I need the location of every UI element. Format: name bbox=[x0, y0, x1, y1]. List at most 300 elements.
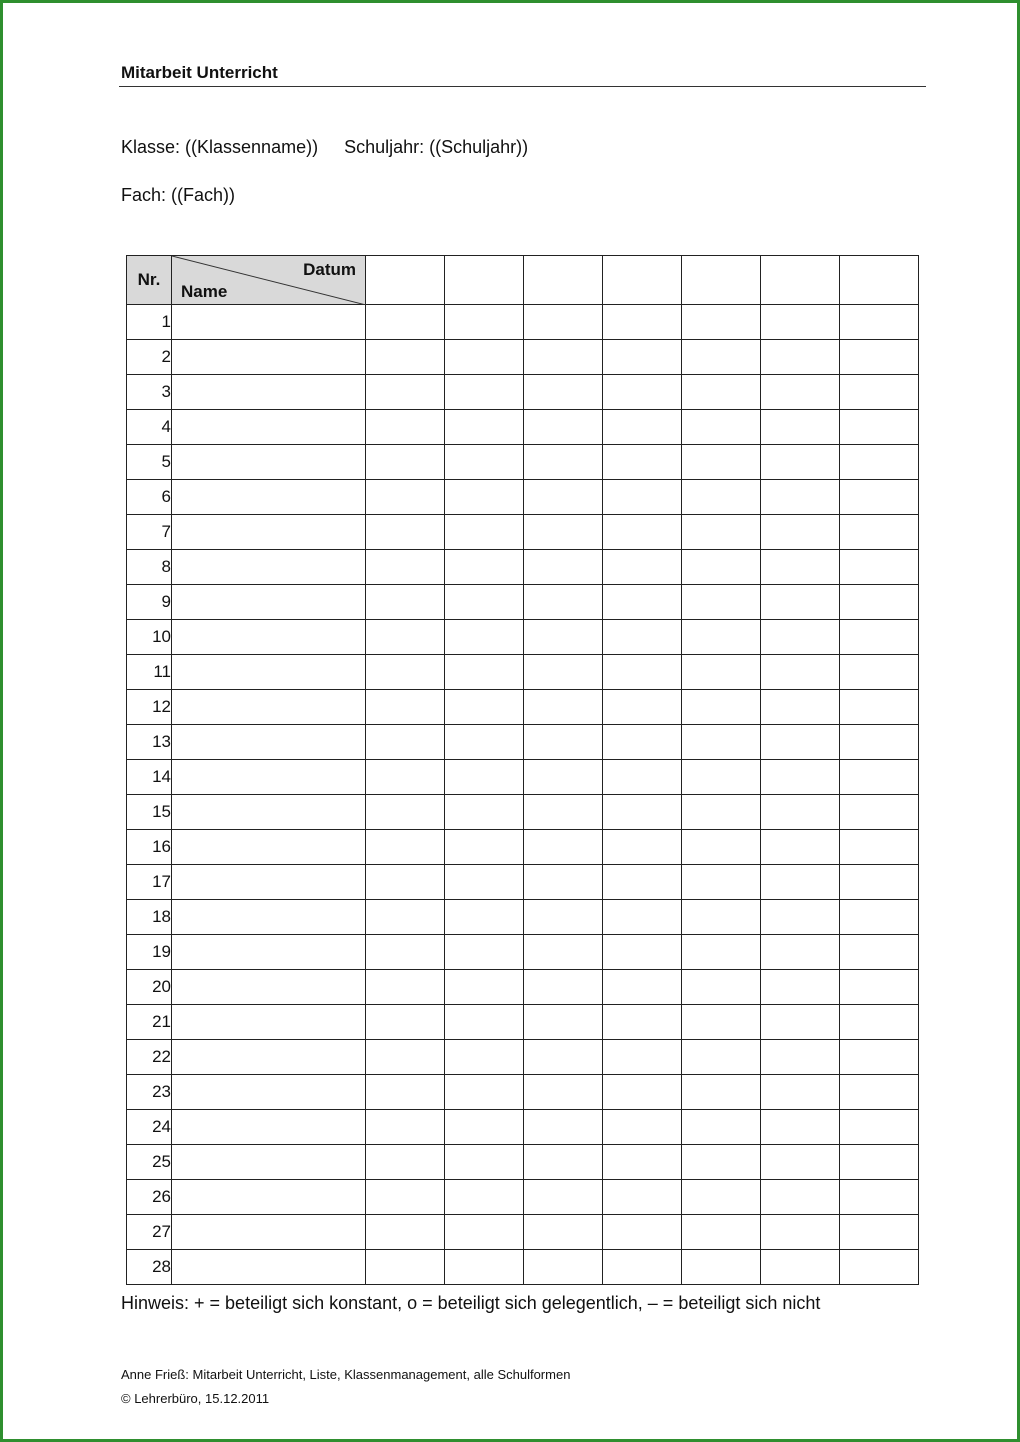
mark-cell[interactable] bbox=[761, 410, 840, 445]
mark-cell[interactable] bbox=[603, 655, 682, 690]
mark-cell[interactable] bbox=[445, 830, 524, 865]
mark-cell[interactable] bbox=[445, 375, 524, 410]
mark-cell[interactable] bbox=[840, 935, 919, 970]
mark-cell[interactable] bbox=[366, 445, 445, 480]
table-row bbox=[127, 1250, 919, 1285]
table-row bbox=[127, 935, 919, 970]
mark-cell[interactable] bbox=[524, 480, 603, 515]
mark-cell[interactable] bbox=[366, 620, 445, 655]
mark-cell[interactable] bbox=[840, 795, 919, 830]
mark-cell[interactable] bbox=[366, 410, 445, 445]
row-number: 1 bbox=[127, 305, 172, 340]
mark-cell[interactable] bbox=[524, 410, 603, 445]
mark-cell[interactable] bbox=[682, 655, 761, 690]
mark-cell[interactable] bbox=[761, 620, 840, 655]
mark-cell[interactable] bbox=[524, 970, 603, 1005]
mark-cell[interactable] bbox=[603, 445, 682, 480]
mark-cell[interactable] bbox=[682, 760, 761, 795]
mark-cell[interactable] bbox=[682, 620, 761, 655]
row-number: 24 bbox=[127, 1110, 172, 1145]
mark-cell[interactable] bbox=[445, 725, 524, 760]
mark-cell[interactable] bbox=[761, 655, 840, 690]
mark-cell[interactable] bbox=[524, 1075, 603, 1110]
mark-cell[interactable] bbox=[603, 1040, 682, 1075]
mark-cell[interactable] bbox=[524, 1040, 603, 1075]
row-number: 15 bbox=[127, 795, 172, 830]
mark-cell[interactable] bbox=[840, 620, 919, 655]
mark-cell[interactable] bbox=[682, 445, 761, 480]
mark-cell[interactable] bbox=[682, 550, 761, 585]
table-row bbox=[127, 760, 919, 795]
mark-cell[interactable] bbox=[761, 515, 840, 550]
document-title: Mitarbeit Unterricht bbox=[121, 63, 278, 82]
row-number: 26 bbox=[127, 1180, 172, 1215]
mark-cell[interactable] bbox=[524, 620, 603, 655]
table-row bbox=[127, 795, 919, 830]
mark-cell[interactable] bbox=[761, 445, 840, 480]
mark-cell[interactable] bbox=[445, 1145, 524, 1180]
table-row bbox=[127, 1215, 919, 1250]
class-year-line bbox=[121, 137, 528, 158]
mark-cell[interactable] bbox=[761, 865, 840, 900]
mark-cell[interactable] bbox=[682, 515, 761, 550]
mark-cell[interactable] bbox=[603, 1180, 682, 1215]
mark-cell[interactable] bbox=[682, 1180, 761, 1215]
mark-cell[interactable] bbox=[603, 900, 682, 935]
class-field: Klasse: ((Klassenname)) bbox=[121, 137, 319, 157]
row-number: 10 bbox=[127, 620, 172, 655]
name-cell[interactable] bbox=[172, 1040, 366, 1075]
mark-cell[interactable] bbox=[682, 480, 761, 515]
mark-cell[interactable] bbox=[840, 1075, 919, 1110]
date-column-header[interactable] bbox=[603, 256, 682, 305]
mark-cell[interactable] bbox=[840, 340, 919, 375]
mark-cell[interactable] bbox=[366, 1075, 445, 1110]
name-cell[interactable] bbox=[172, 1110, 366, 1145]
mark-cell[interactable] bbox=[840, 375, 919, 410]
mark-cell[interactable] bbox=[761, 480, 840, 515]
mark-cell[interactable] bbox=[524, 900, 603, 935]
mark-cell[interactable] bbox=[682, 340, 761, 375]
mark-cell[interactable] bbox=[366, 900, 445, 935]
row-number: 9 bbox=[127, 585, 172, 620]
mark-cell[interactable] bbox=[445, 1110, 524, 1145]
name-cell[interactable] bbox=[172, 1180, 366, 1215]
mark-cell[interactable] bbox=[682, 690, 761, 725]
mark-cell[interactable] bbox=[840, 550, 919, 585]
mark-cell[interactable] bbox=[840, 585, 919, 620]
mark-cell[interactable] bbox=[603, 550, 682, 585]
mark-cell[interactable] bbox=[603, 970, 682, 1005]
mark-cell[interactable] bbox=[366, 1145, 445, 1180]
mark-cell[interactable] bbox=[524, 760, 603, 795]
mark-cell[interactable] bbox=[761, 1075, 840, 1110]
mark-cell[interactable] bbox=[840, 830, 919, 865]
mark-cell[interactable] bbox=[524, 690, 603, 725]
mark-cell[interactable] bbox=[761, 725, 840, 760]
mark-cell[interactable] bbox=[603, 725, 682, 760]
row-number: 8 bbox=[127, 550, 172, 585]
mark-cell[interactable] bbox=[761, 1215, 840, 1250]
mark-cell[interactable] bbox=[603, 585, 682, 620]
mark-cell[interactable] bbox=[366, 865, 445, 900]
mark-cell[interactable] bbox=[682, 795, 761, 830]
title-rule bbox=[119, 86, 926, 87]
row-number: 25 bbox=[127, 1145, 172, 1180]
header-nr: Nr. bbox=[127, 256, 172, 305]
mark-cell[interactable] bbox=[445, 655, 524, 690]
mark-cell[interactable] bbox=[366, 690, 445, 725]
table-row bbox=[127, 1180, 919, 1215]
mark-cell[interactable] bbox=[603, 760, 682, 795]
mark-cell[interactable] bbox=[603, 515, 682, 550]
mark-cell[interactable] bbox=[524, 550, 603, 585]
table-row bbox=[127, 1075, 919, 1110]
footer-author: Anne Frieß: Mitarbeit Unterricht, Liste, Klassenmanagement, alle Schulformen bbox=[121, 1367, 571, 1382]
name-cell[interactable] bbox=[172, 900, 366, 935]
row-number: 3 bbox=[127, 375, 172, 410]
mark-cell[interactable] bbox=[761, 1250, 840, 1285]
mark-cell[interactable] bbox=[445, 760, 524, 795]
mark-cell[interactable] bbox=[682, 1075, 761, 1110]
mark-cell[interactable] bbox=[603, 375, 682, 410]
school-year-field: Schuljahr: ((Schuljahr)) bbox=[344, 137, 529, 157]
mark-cell[interactable] bbox=[840, 1215, 919, 1250]
name-cell[interactable] bbox=[172, 1145, 366, 1180]
mark-cell[interactable] bbox=[445, 410, 524, 445]
mark-cell[interactable] bbox=[840, 1040, 919, 1075]
mark-cell[interactable] bbox=[840, 305, 919, 340]
mark-cell[interactable] bbox=[366, 1005, 445, 1040]
row-number: 16 bbox=[127, 830, 172, 865]
name-cell[interactable] bbox=[172, 515, 366, 550]
table-row bbox=[127, 1145, 919, 1180]
mark-cell[interactable] bbox=[366, 375, 445, 410]
table-row bbox=[127, 305, 919, 340]
mark-cell[interactable] bbox=[524, 725, 603, 760]
mark-cell[interactable] bbox=[524, 865, 603, 900]
mark-cell[interactable] bbox=[603, 1110, 682, 1145]
date-column-header[interactable] bbox=[840, 256, 919, 305]
mark-cell[interactable] bbox=[761, 830, 840, 865]
mark-cell[interactable] bbox=[603, 830, 682, 865]
mark-cell[interactable] bbox=[840, 970, 919, 1005]
name-cell[interactable] bbox=[172, 935, 366, 970]
mark-cell[interactable] bbox=[366, 550, 445, 585]
row-number: 2 bbox=[127, 340, 172, 375]
mark-cell[interactable] bbox=[840, 655, 919, 690]
mark-cell[interactable] bbox=[445, 690, 524, 725]
mark-cell[interactable] bbox=[366, 655, 445, 690]
mark-cell[interactable] bbox=[761, 1040, 840, 1075]
mark-cell[interactable] bbox=[840, 1145, 919, 1180]
mark-cell[interactable] bbox=[524, 1180, 603, 1215]
row-number: 13 bbox=[127, 725, 172, 760]
date-column-header[interactable] bbox=[761, 256, 840, 305]
mark-cell[interactable] bbox=[761, 900, 840, 935]
mark-cell[interactable] bbox=[682, 1250, 761, 1285]
header-name-date bbox=[172, 256, 366, 305]
table-row bbox=[127, 515, 919, 550]
mark-cell[interactable] bbox=[445, 865, 524, 900]
table-header-row bbox=[127, 256, 919, 305]
mark-cell[interactable] bbox=[761, 340, 840, 375]
mark-cell[interactable] bbox=[445, 620, 524, 655]
mark-cell[interactable] bbox=[603, 620, 682, 655]
table-row bbox=[127, 690, 919, 725]
name-cell[interactable] bbox=[172, 1215, 366, 1250]
mark-cell[interactable] bbox=[366, 1215, 445, 1250]
mark-cell[interactable] bbox=[524, 375, 603, 410]
name-cell[interactable] bbox=[172, 410, 366, 445]
mark-cell[interactable] bbox=[366, 725, 445, 760]
name-cell[interactable] bbox=[172, 795, 366, 830]
table-row bbox=[127, 1110, 919, 1145]
mark-cell[interactable] bbox=[366, 305, 445, 340]
mark-cell[interactable] bbox=[445, 340, 524, 375]
name-cell[interactable] bbox=[172, 970, 366, 1005]
name-cell[interactable] bbox=[172, 620, 366, 655]
mark-cell[interactable] bbox=[603, 935, 682, 970]
name-cell[interactable] bbox=[172, 830, 366, 865]
row-number: 6 bbox=[127, 480, 172, 515]
row-number: 23 bbox=[127, 1075, 172, 1110]
mark-cell[interactable] bbox=[603, 480, 682, 515]
mark-cell[interactable] bbox=[840, 515, 919, 550]
mark-cell[interactable] bbox=[366, 585, 445, 620]
attendance-table bbox=[126, 255, 919, 1285]
mark-cell[interactable] bbox=[445, 935, 524, 970]
mark-cell[interactable] bbox=[761, 935, 840, 970]
mark-cell[interactable] bbox=[840, 1005, 919, 1040]
mark-cell[interactable] bbox=[445, 1215, 524, 1250]
mark-cell[interactable] bbox=[840, 1110, 919, 1145]
mark-cell[interactable] bbox=[603, 1250, 682, 1285]
mark-cell[interactable] bbox=[682, 1215, 761, 1250]
row-number: 17 bbox=[127, 865, 172, 900]
name-cell[interactable] bbox=[172, 585, 366, 620]
table-row bbox=[127, 585, 919, 620]
row-number: 11 bbox=[127, 655, 172, 690]
table-row bbox=[127, 480, 919, 515]
mark-cell[interactable] bbox=[682, 900, 761, 935]
mark-cell[interactable] bbox=[761, 585, 840, 620]
table-row bbox=[127, 375, 919, 410]
mark-cell[interactable] bbox=[366, 970, 445, 1005]
mark-cell[interactable] bbox=[840, 1250, 919, 1285]
mark-cell[interactable] bbox=[445, 515, 524, 550]
name-cell[interactable] bbox=[172, 445, 366, 480]
mark-cell[interactable] bbox=[366, 1040, 445, 1075]
mark-cell[interactable] bbox=[761, 690, 840, 725]
name-cell[interactable] bbox=[172, 655, 366, 690]
row-number: 7 bbox=[127, 515, 172, 550]
mark-cell[interactable] bbox=[682, 410, 761, 445]
mark-cell[interactable] bbox=[682, 305, 761, 340]
mark-cell[interactable] bbox=[524, 515, 603, 550]
mark-cell[interactable] bbox=[445, 445, 524, 480]
mark-cell[interactable] bbox=[524, 340, 603, 375]
mark-cell[interactable] bbox=[445, 970, 524, 1005]
mark-cell[interactable] bbox=[761, 550, 840, 585]
name-cell[interactable] bbox=[172, 690, 366, 725]
mark-cell[interactable] bbox=[761, 760, 840, 795]
table-row bbox=[127, 445, 919, 480]
mark-cell[interactable] bbox=[445, 585, 524, 620]
mark-cell[interactable] bbox=[682, 830, 761, 865]
mark-cell[interactable] bbox=[445, 1075, 524, 1110]
mark-cell[interactable] bbox=[682, 1005, 761, 1040]
mark-cell[interactable] bbox=[445, 795, 524, 830]
name-cell[interactable] bbox=[172, 340, 366, 375]
row-number: 14 bbox=[127, 760, 172, 795]
row-number: 21 bbox=[127, 1005, 172, 1040]
mark-cell[interactable] bbox=[524, 1005, 603, 1040]
date-column-header[interactable] bbox=[445, 256, 524, 305]
mark-cell[interactable] bbox=[366, 830, 445, 865]
mark-cell[interactable] bbox=[682, 1040, 761, 1075]
mark-cell[interactable] bbox=[366, 760, 445, 795]
table-row bbox=[127, 410, 919, 445]
mark-cell[interactable] bbox=[366, 480, 445, 515]
header-datum: Datum bbox=[303, 260, 356, 279]
mark-cell[interactable] bbox=[761, 375, 840, 410]
table-row bbox=[127, 550, 919, 585]
mark-cell[interactable] bbox=[682, 585, 761, 620]
mark-cell[interactable] bbox=[761, 1145, 840, 1180]
mark-cell[interactable] bbox=[524, 935, 603, 970]
mark-cell[interactable] bbox=[445, 1180, 524, 1215]
row-number: 4 bbox=[127, 410, 172, 445]
mark-cell[interactable] bbox=[603, 795, 682, 830]
mark-cell[interactable] bbox=[524, 1145, 603, 1180]
header-name: Name bbox=[181, 282, 228, 301]
mark-cell[interactable] bbox=[524, 305, 603, 340]
mark-cell[interactable] bbox=[445, 1005, 524, 1040]
mark-cell[interactable] bbox=[840, 690, 919, 725]
row-number: 27 bbox=[127, 1215, 172, 1250]
mark-cell[interactable] bbox=[840, 760, 919, 795]
mark-cell[interactable] bbox=[603, 1145, 682, 1180]
name-cell[interactable] bbox=[172, 305, 366, 340]
mark-cell[interactable] bbox=[603, 690, 682, 725]
mark-cell[interactable] bbox=[603, 305, 682, 340]
mark-cell[interactable] bbox=[524, 1250, 603, 1285]
table-row bbox=[127, 865, 919, 900]
mark-cell[interactable] bbox=[524, 585, 603, 620]
mark-cell[interactable] bbox=[603, 1075, 682, 1110]
mark-cell[interactable] bbox=[682, 935, 761, 970]
mark-cell[interactable] bbox=[603, 340, 682, 375]
mark-cell[interactable] bbox=[761, 1005, 840, 1040]
mark-cell[interactable] bbox=[445, 900, 524, 935]
row-number: 5 bbox=[127, 445, 172, 480]
mark-cell[interactable] bbox=[445, 305, 524, 340]
name-cell[interactable] bbox=[172, 1250, 366, 1285]
date-column-header[interactable] bbox=[366, 256, 445, 305]
mark-cell[interactable] bbox=[445, 1250, 524, 1285]
mark-cell[interactable] bbox=[445, 550, 524, 585]
row-number: 28 bbox=[127, 1250, 172, 1285]
mark-cell[interactable] bbox=[761, 305, 840, 340]
mark-cell[interactable] bbox=[366, 1180, 445, 1215]
mark-cell[interactable] bbox=[603, 410, 682, 445]
mark-cell[interactable] bbox=[682, 970, 761, 1005]
mark-cell[interactable] bbox=[840, 480, 919, 515]
mark-cell[interactable] bbox=[761, 1110, 840, 1145]
name-cell[interactable] bbox=[172, 1005, 366, 1040]
mark-cell[interactable] bbox=[682, 1145, 761, 1180]
name-cell[interactable] bbox=[172, 375, 366, 410]
subject-field: Fach: ((Fach)) bbox=[121, 185, 236, 205]
mark-cell[interactable] bbox=[366, 795, 445, 830]
mark-cell[interactable] bbox=[603, 1215, 682, 1250]
mark-cell[interactable] bbox=[682, 375, 761, 410]
mark-cell[interactable] bbox=[524, 830, 603, 865]
mark-cell[interactable] bbox=[366, 935, 445, 970]
mark-cell[interactable] bbox=[840, 900, 919, 935]
mark-cell[interactable] bbox=[524, 795, 603, 830]
date-column-header[interactable] bbox=[524, 256, 603, 305]
mark-cell[interactable] bbox=[366, 515, 445, 550]
mark-cell[interactable] bbox=[445, 1040, 524, 1075]
name-cell[interactable] bbox=[172, 725, 366, 760]
name-cell[interactable] bbox=[172, 1075, 366, 1110]
name-cell[interactable] bbox=[172, 550, 366, 585]
table-row bbox=[127, 1005, 919, 1040]
row-number: 22 bbox=[127, 1040, 172, 1075]
mark-cell[interactable] bbox=[524, 655, 603, 690]
mark-cell[interactable] bbox=[682, 865, 761, 900]
mark-cell[interactable] bbox=[840, 445, 919, 480]
date-column-header[interactable] bbox=[682, 256, 761, 305]
name-cell[interactable] bbox=[172, 480, 366, 515]
mark-cell[interactable] bbox=[524, 1215, 603, 1250]
row-number: 18 bbox=[127, 900, 172, 935]
mark-cell[interactable] bbox=[840, 410, 919, 445]
mark-cell[interactable] bbox=[603, 865, 682, 900]
row-number: 19 bbox=[127, 935, 172, 970]
mark-cell[interactable] bbox=[840, 865, 919, 900]
table-row bbox=[127, 900, 919, 935]
mark-cell[interactable] bbox=[603, 1005, 682, 1040]
mark-cell[interactable] bbox=[840, 1180, 919, 1215]
name-cell[interactable] bbox=[172, 760, 366, 795]
mark-cell[interactable] bbox=[682, 725, 761, 760]
table-row bbox=[127, 1040, 919, 1075]
mark-cell[interactable] bbox=[761, 795, 840, 830]
mark-cell[interactable] bbox=[840, 725, 919, 760]
table-row bbox=[127, 830, 919, 865]
row-number: 20 bbox=[127, 970, 172, 1005]
legend-hint: Hinweis: + = beteiligt sich konstant, o = beteiligt sich gelegentlich, – = beteiligt sich nicht bbox=[121, 1293, 821, 1313]
table-row bbox=[127, 970, 919, 1005]
mark-cell[interactable] bbox=[366, 340, 445, 375]
table-row bbox=[127, 725, 919, 760]
mark-cell[interactable] bbox=[445, 480, 524, 515]
table-row bbox=[127, 655, 919, 690]
footer-copyright: © Lehrerbüro, 15.12.2011 bbox=[121, 1391, 270, 1406]
name-cell[interactable] bbox=[172, 865, 366, 900]
mark-cell[interactable] bbox=[761, 1180, 840, 1215]
mark-cell[interactable] bbox=[682, 1110, 761, 1145]
mark-cell[interactable] bbox=[524, 1110, 603, 1145]
mark-cell[interactable] bbox=[366, 1110, 445, 1145]
mark-cell[interactable] bbox=[366, 1250, 445, 1285]
mark-cell[interactable] bbox=[524, 445, 603, 480]
table-row bbox=[127, 340, 919, 375]
mark-cell[interactable] bbox=[761, 970, 840, 1005]
